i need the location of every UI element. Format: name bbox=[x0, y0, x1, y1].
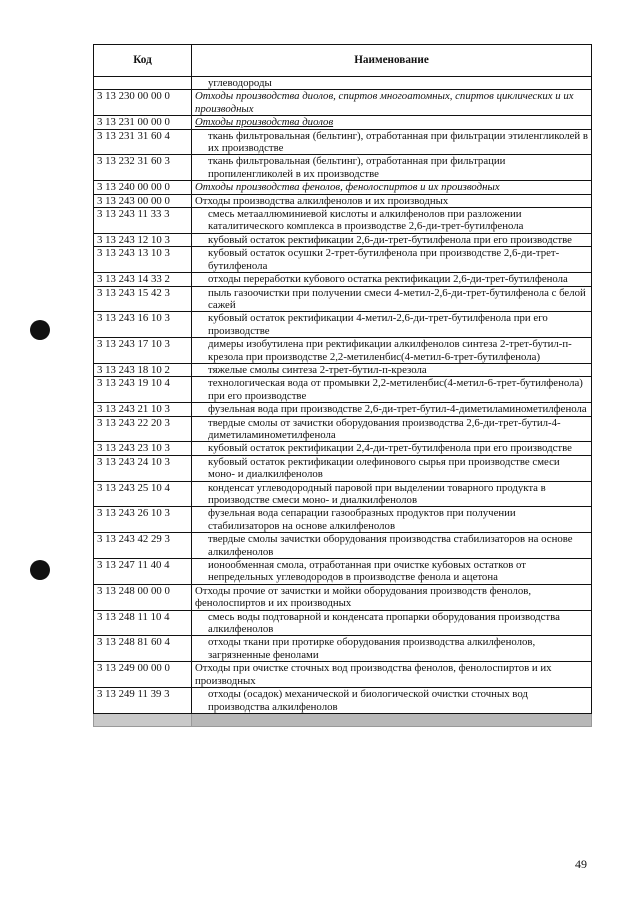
row-name-text: смесь воды подтоварной и конденсата пропарки оборудования производства алкилфенолов bbox=[208, 610, 560, 636]
row-name-text: пыль газоочистки при получении смеси 4-метил-2,6-ди-трет-бутилфенола с белой сажей bbox=[208, 286, 586, 311]
row-name bbox=[192, 403, 592, 416]
row-name bbox=[192, 377, 592, 403]
table-row bbox=[94, 507, 592, 533]
row-name bbox=[192, 233, 592, 246]
table-row bbox=[94, 662, 592, 688]
table-row bbox=[94, 312, 592, 338]
row-code: 3 13 249 11 39 3 bbox=[94, 688, 192, 714]
row-name-text: кубовый остаток ректификации олефинового сырья при производстве смеси моно- и диалкилфенолов bbox=[208, 455, 560, 481]
row-name-text: конденсат углеводородный паровой при выделении товарного продукта в производстве смеси моно- и диалкилфенолов bbox=[208, 481, 546, 506]
noise-cell bbox=[94, 713, 192, 726]
row-name-text: фузельная вода при производстве 2,6-ди-трет-бутил-4-диметиламинометилфенола bbox=[208, 403, 587, 416]
waste-classification-table bbox=[93, 44, 592, 727]
table-row bbox=[94, 155, 592, 181]
row-name bbox=[192, 208, 592, 234]
row-name bbox=[192, 155, 592, 181]
row-code: 3 13 247 11 40 4 bbox=[94, 559, 192, 585]
row-name bbox=[192, 533, 592, 559]
table-row bbox=[94, 129, 592, 155]
row-code: 3 13 243 14 33 2 bbox=[94, 273, 192, 286]
row-name bbox=[192, 116, 592, 129]
table-row bbox=[94, 363, 592, 376]
table-row bbox=[94, 194, 592, 207]
table-row bbox=[94, 181, 592, 194]
row-name bbox=[192, 181, 592, 194]
row-code: 3 13 240 00 00 0 bbox=[94, 181, 192, 194]
row-name bbox=[192, 273, 592, 286]
row-code: 3 13 243 22 20 3 bbox=[94, 416, 192, 442]
row-name bbox=[192, 507, 592, 533]
table-row bbox=[94, 273, 592, 286]
row-name-text: твердые смолы зачистки оборудования производства стабилизаторов на основе алкилфенолов bbox=[208, 533, 573, 558]
row-name bbox=[192, 559, 592, 585]
table-row bbox=[94, 584, 592, 610]
row-name bbox=[192, 312, 592, 338]
row-code: 3 13 243 00 00 0 bbox=[94, 194, 192, 207]
table-row bbox=[94, 636, 592, 662]
table-row bbox=[94, 416, 592, 442]
row-name-text: отходы переработки кубового остатка ректификации 2,6-ди-трет-бутилфенола bbox=[208, 273, 568, 286]
table-row bbox=[94, 533, 592, 559]
row-code: 3 13 248 11 10 4 bbox=[94, 610, 192, 636]
row-name-text: кубовый остаток ректификации 2,4-ди-трет-бутилфенола при его производстве bbox=[208, 442, 572, 455]
row-name-text: кубовый остаток ректификации 2,6-ди-трет-бутилфенола при его производстве bbox=[208, 233, 572, 246]
row-name-text: ткань фильтровальная (бельтинг), отработанная при фильтрации этиленгликолей в их производстве bbox=[208, 129, 588, 155]
row-name-text: Отходы производства диолов, спиртов многоатомных, спиртов циклических и их производных bbox=[195, 90, 574, 115]
row-name-text: технологическая вода от промывки 2,2-метиленбис(4-метил-6-трет-бутилфенола) при его производстве bbox=[208, 377, 583, 402]
row-code: 3 13 243 17 10 3 bbox=[94, 338, 192, 364]
row-name-text: кубовый остаток осушки 2-трет-бутилфенола при производстве 2,6-ди-трет-бутилфенола bbox=[208, 247, 560, 272]
row-code: 3 13 243 18 10 2 bbox=[94, 363, 192, 376]
table-row bbox=[94, 116, 592, 129]
table-header-row bbox=[94, 45, 592, 77]
table-body bbox=[94, 77, 592, 727]
punch-hole-top bbox=[30, 320, 50, 340]
table-row bbox=[94, 688, 592, 714]
row-name bbox=[192, 688, 592, 714]
row-code bbox=[94, 77, 192, 90]
row-code: 3 13 243 42 29 3 bbox=[94, 533, 192, 559]
row-name bbox=[192, 442, 592, 455]
row-name-text: Отходы при очистке сточных вод производства фенолов, фенолоспиртов и их производных bbox=[195, 662, 552, 687]
row-name-text: Отходы прочие от зачистки и мойки оборудования производств фенолов, фенолоспиртов и их производных bbox=[195, 584, 532, 610]
row-name bbox=[192, 584, 592, 610]
row-name bbox=[192, 636, 592, 662]
row-code: 3 13 243 25 10 4 bbox=[94, 481, 192, 507]
row-name bbox=[192, 194, 592, 207]
row-name-text: Отходы производства фенолов, фенолоспиртов и их производных bbox=[195, 181, 500, 194]
table-row bbox=[94, 610, 592, 636]
header-code: Код bbox=[94, 45, 192, 77]
row-name-text: тяжелые смолы синтеза 2-трет-бутил-п-крезола bbox=[208, 363, 427, 376]
table-row bbox=[94, 481, 592, 507]
row-name-text: Отходы производства алкилфенолов и их производных bbox=[195, 194, 449, 207]
row-name bbox=[192, 77, 592, 90]
row-name bbox=[192, 129, 592, 155]
row-name-text: смесь метааллюминиевой кислоты и алкилфенолов при разложении каталитического комплекса в производстве 2,6-ди-трет-бутилфенола bbox=[208, 208, 524, 233]
row-name bbox=[192, 286, 592, 312]
table-row bbox=[94, 455, 592, 481]
row-name-text: твердые смолы от зачистки оборудования производства 2,6-ди-трет-бутил-4-диметиламинометилфенола bbox=[208, 416, 561, 441]
noise-cell bbox=[192, 713, 592, 726]
row-code: 3 13 243 12 10 3 bbox=[94, 233, 192, 246]
row-code: 3 13 230 00 00 0 bbox=[94, 90, 192, 116]
row-code: 3 13 249 00 00 0 bbox=[94, 662, 192, 688]
row-name bbox=[192, 338, 592, 364]
row-name-text: углеводороды bbox=[208, 77, 272, 89]
row-name bbox=[192, 416, 592, 442]
header-name: Наименование bbox=[192, 45, 592, 77]
row-name-text: кубовый остаток ректификации 4-метил-2,6-ди-трет-бутилфенола при его производстве bbox=[208, 312, 548, 337]
row-name bbox=[192, 363, 592, 376]
table-row bbox=[94, 233, 592, 246]
row-code: 3 13 248 00 00 0 bbox=[94, 584, 192, 610]
row-name-text: ионообменная смола, отработанная при очистке кубовых остатков от непредельных углеводородов в производстве фенола и ацетона bbox=[208, 559, 526, 584]
row-name-text: Отходы производства диолов bbox=[195, 116, 334, 129]
row-code: 3 13 243 21 10 3 bbox=[94, 403, 192, 416]
row-code: 3 13 243 24 10 3 bbox=[94, 455, 192, 481]
table-row bbox=[94, 442, 592, 455]
row-code: 3 13 248 81 60 4 bbox=[94, 636, 192, 662]
row-code: 3 13 243 11 33 3 bbox=[94, 208, 192, 234]
row-code: 3 13 243 13 10 3 bbox=[94, 247, 192, 273]
row-code: 3 13 231 00 00 0 bbox=[94, 116, 192, 129]
table-row bbox=[94, 559, 592, 585]
row-name bbox=[192, 247, 592, 273]
table-row bbox=[94, 90, 592, 116]
row-code: 3 13 243 19 10 4 bbox=[94, 377, 192, 403]
page-number: 49 bbox=[575, 857, 587, 871]
row-name-text: фузельная вода сепарации газообразных продуктов при получении стабилизаторов на основе алкилфенолов bbox=[208, 507, 516, 532]
row-name bbox=[192, 481, 592, 507]
table-row bbox=[94, 377, 592, 403]
row-name bbox=[192, 90, 592, 116]
row-code: 3 13 232 31 60 3 bbox=[94, 155, 192, 181]
row-code: 3 13 243 15 42 3 bbox=[94, 286, 192, 312]
punch-hole-bottom bbox=[30, 560, 50, 580]
row-name bbox=[192, 662, 592, 688]
row-name bbox=[192, 455, 592, 481]
row-code: 3 13 243 26 10 3 bbox=[94, 507, 192, 533]
table-row bbox=[94, 208, 592, 234]
scan-noise-strip bbox=[94, 713, 592, 726]
row-name bbox=[192, 610, 592, 636]
table-row bbox=[94, 338, 592, 364]
row-name-text: отходы (осадок) механической и биологической очистки сточных вод производства алкилфенолов bbox=[208, 688, 528, 713]
row-name-text: димеры изобутилена при ректификации алкилфенолов синтеза 2-трет-бутил-п-крезола при производстве 2,2-метиленбис(4-метил-6-трет-бутилфенола) bbox=[208, 338, 572, 363]
table-row bbox=[94, 247, 592, 273]
row-name-text: ткань фильтровальная (бельтинг), отработанная при фильтрации пропиленгликолей в их производстве bbox=[208, 155, 506, 180]
row-code: 3 13 243 23 10 3 bbox=[94, 442, 192, 455]
row-code: 3 13 243 16 10 3 bbox=[94, 312, 192, 338]
table-row bbox=[94, 286, 592, 312]
row-code: 3 13 231 31 60 4 bbox=[94, 129, 192, 155]
row-name-text: отходы ткани при протирке оборудования производства алкилфенолов, загрязненные фенолами bbox=[208, 636, 536, 661]
table-row bbox=[94, 403, 592, 416]
table-row bbox=[94, 77, 592, 90]
